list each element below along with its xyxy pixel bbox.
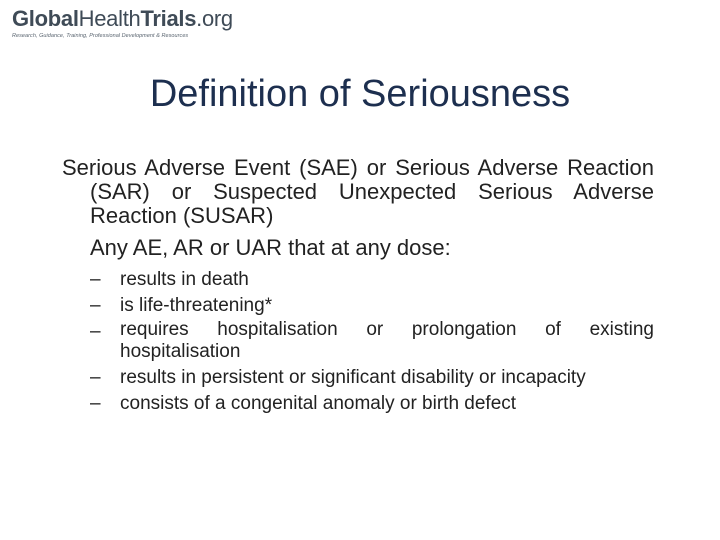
dash-marker: –	[90, 367, 101, 388]
slide-title: Definition of Seriousness	[149, 73, 571, 115]
slide-body	[62, 156, 654, 417]
list-item	[90, 365, 654, 391]
list-item	[90, 391, 654, 417]
list-item-text: requires hospitalisation or prolongation of existing hospitalisation	[120, 319, 654, 362]
logo-wordmark	[12, 6, 242, 32]
list-item-text: is life-threatening*	[120, 295, 273, 316]
dash-marker: –	[90, 321, 101, 342]
intro-text: Any AE, AR or UAR that at any dose:	[90, 235, 451, 260]
logo-tagline: Research, Guidance, Training, Professional Development & Resources	[12, 33, 189, 39]
dash-marker: –	[90, 295, 101, 316]
dash-marker: –	[90, 269, 101, 290]
list-item-text: consists of a congenital anomaly or birth defect	[120, 393, 517, 414]
list-item-text: results in death	[120, 269, 249, 290]
criteria-list	[90, 267, 654, 417]
list-item	[90, 319, 654, 365]
logo-part-global: Global	[12, 6, 79, 31]
list-item	[90, 293, 654, 319]
list-item	[90, 267, 654, 293]
list-item-text: results in persistent or significant disability or incapacity	[120, 367, 586, 388]
logo-part-trials: Trials	[140, 6, 197, 31]
dash-marker: –	[90, 393, 101, 414]
definition-text: Serious Adverse Event (SAE) or Serious Adverse Reaction (SAR) or Suspected Unexpected Serious Adverse Reaction (SUSAR)	[62, 155, 654, 228]
logo-part-health: Health	[78, 6, 141, 31]
logo-part-org: .org	[196, 6, 233, 31]
globalhealthtrials-logo	[12, 6, 242, 40]
